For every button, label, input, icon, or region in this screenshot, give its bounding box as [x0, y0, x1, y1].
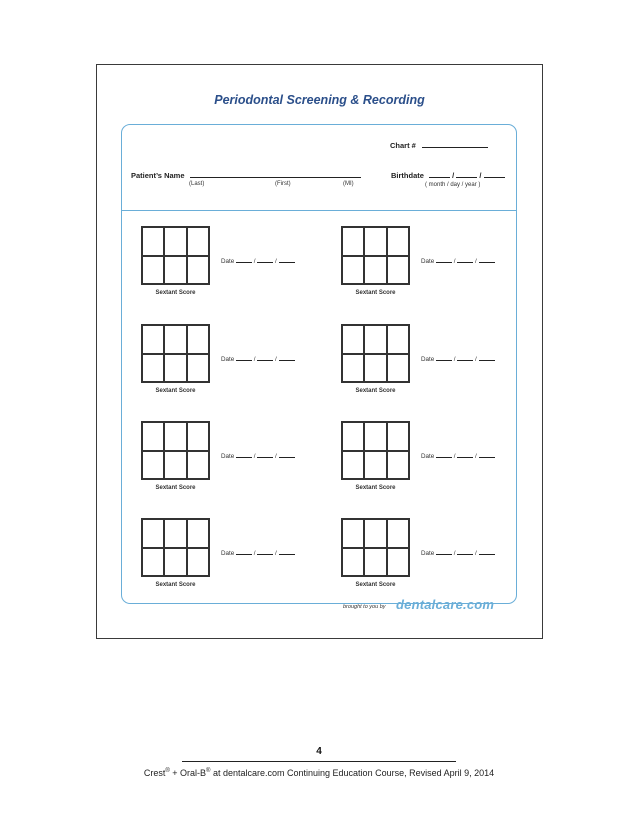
sextant-cell[interactable] [164, 325, 186, 354]
exam-date-month-blank[interactable] [436, 354, 452, 361]
chart-number-field[interactable] [390, 140, 488, 150]
birthdate-format-caption: ( month / day / year ) [425, 182, 481, 188]
exam-date-year-blank[interactable] [279, 256, 295, 263]
exam-date-month-blank[interactable] [436, 256, 452, 263]
birth-day-blank[interactable] [456, 170, 477, 178]
sextant-cell[interactable] [164, 422, 186, 451]
sextant-cell[interactable] [364, 422, 386, 451]
exam-date-year-blank[interactable] [279, 354, 295, 361]
sextant-grid-1 [141, 226, 210, 285]
exam-date-year-blank[interactable] [479, 256, 495, 263]
sextant-grid-7 [141, 518, 210, 577]
patient-name-label: Patient’s Name [131, 171, 185, 180]
exam-date-label: Date [421, 550, 435, 557]
sextant-cell[interactable] [387, 548, 409, 577]
exam-date-label: Date [421, 453, 435, 460]
sextant-cell[interactable] [187, 519, 209, 548]
exam-date-label: Date [221, 258, 235, 265]
first-name-caption: (First) [275, 181, 291, 187]
sextant-cell[interactable] [187, 548, 209, 577]
sextant-cell[interactable] [142, 354, 164, 383]
sextant-cell[interactable] [342, 519, 364, 548]
sextant-grid-2 [341, 226, 410, 285]
page-number: 4 [316, 746, 322, 757]
exam-date-year-blank[interactable] [479, 451, 495, 458]
sextant-cell[interactable] [387, 227, 409, 256]
exam-date-field[interactable]: Date / / [421, 354, 495, 363]
sextant-cell[interactable] [387, 325, 409, 354]
exam-date-day-blank[interactable] [257, 548, 273, 555]
exam-date-day-blank[interactable] [457, 256, 473, 263]
exam-date-day-blank[interactable] [257, 354, 273, 361]
sextant-cell[interactable] [142, 256, 164, 285]
sextant-cell[interactable] [364, 354, 386, 383]
exam-date-day-blank[interactable] [457, 451, 473, 458]
footer-reg-mark-1: ® [165, 768, 170, 774]
sextant-cell[interactable] [187, 256, 209, 285]
exam-date-year-blank[interactable] [479, 548, 495, 555]
footer-citation [0, 768, 638, 778]
exam-date-month-blank[interactable] [436, 548, 452, 555]
sextant-cell[interactable] [142, 227, 164, 256]
exam-date-label: Date [221, 453, 235, 460]
sextant-score-label: Sextant Score [155, 485, 196, 491]
sextant-cell[interactable] [187, 422, 209, 451]
sextant-cell[interactable] [342, 354, 364, 383]
sextant-score-label: Sextant Score [155, 290, 196, 296]
exam-date-label: Date [421, 258, 435, 265]
patient-name-blank[interactable] [190, 170, 361, 178]
exam-date-field[interactable]: Date / / [221, 256, 295, 265]
exam-date-year-blank[interactable] [279, 451, 295, 458]
footer-course-info: at dentalcare.com Continuing Education Course, Revised April 9, 2014 [210, 768, 495, 778]
panel-divider [121, 210, 517, 211]
sextant-cell[interactable] [142, 422, 164, 451]
sextant-cell[interactable] [142, 519, 164, 548]
exam-date-field[interactable]: Date / / [221, 548, 295, 557]
birth-month-blank[interactable] [429, 170, 450, 178]
footer-oral-b: + Oral-B [169, 768, 207, 778]
sextant-cell[interactable] [387, 256, 409, 285]
exam-date-label: Date [221, 356, 235, 363]
sextant-cell[interactable] [164, 548, 186, 577]
exam-date-field[interactable]: Date / / [421, 256, 495, 265]
exam-date-day-blank[interactable] [257, 256, 273, 263]
exam-date-label: Date [221, 550, 235, 557]
sextant-cell[interactable] [342, 227, 364, 256]
sextant-cell[interactable] [342, 422, 364, 451]
sextant-cell[interactable] [342, 548, 364, 577]
sextant-cell[interactable] [164, 519, 186, 548]
sextant-cell[interactable] [187, 354, 209, 383]
footer-reg-mark-2: ® [206, 768, 211, 774]
sextant-cell[interactable] [187, 451, 209, 480]
exam-date-year-blank[interactable] [479, 354, 495, 361]
sextant-cell[interactable] [387, 519, 409, 548]
sextant-score-label: Sextant Score [155, 388, 196, 394]
last-name-caption: (Last) [189, 181, 205, 187]
sextant-cell[interactable] [342, 451, 364, 480]
sextant-cell[interactable] [164, 354, 186, 383]
sextant-cell[interactable] [164, 227, 186, 256]
brought-to-you-text: brought to you by [343, 604, 386, 610]
exam-date-month-blank[interactable] [236, 451, 252, 458]
sextant-cell[interactable] [364, 325, 386, 354]
sextant-cell[interactable] [364, 227, 386, 256]
form-title: Periodontal Screening & Recording [214, 93, 425, 107]
sextant-grid-8 [341, 518, 410, 577]
exam-date-day-blank[interactable] [457, 354, 473, 361]
sextant-cell[interactable] [364, 256, 386, 285]
sextant-score-label: Sextant Score [355, 388, 396, 394]
sextant-cell[interactable] [364, 548, 386, 577]
birthdate-label: Birthdate [391, 171, 424, 180]
exam-date-day-blank[interactable] [457, 548, 473, 555]
sextant-cell[interactable] [342, 325, 364, 354]
sextant-cell[interactable] [387, 422, 409, 451]
birthdate-field[interactable]: Birthdate / / [391, 170, 505, 180]
middle-initial-caption: (MI) [343, 181, 354, 187]
exam-date-month-blank[interactable] [436, 451, 452, 458]
exam-date-year-blank[interactable] [279, 548, 295, 555]
exam-date-day-blank[interactable] [257, 451, 273, 458]
sextant-grid-5 [141, 421, 210, 480]
exam-date-month-blank[interactable] [236, 256, 252, 263]
chart-number-blank[interactable] [422, 140, 488, 148]
sextant-cell[interactable] [164, 451, 186, 480]
sextant-grid-4 [341, 324, 410, 383]
footer-rule [182, 761, 456, 762]
sextant-cell[interactable] [387, 451, 409, 480]
sextant-cell[interactable] [164, 256, 186, 285]
exam-date-field[interactable]: Date / / [221, 451, 295, 460]
exam-date-field[interactable]: Date / / [421, 451, 495, 460]
sextant-score-label: Sextant Score [355, 485, 396, 491]
exam-date-label: Date [421, 356, 435, 363]
dentalcare-logo: dentalcare.com [396, 597, 495, 612]
exam-date-field[interactable]: Date / / [221, 354, 295, 363]
sextant-cell[interactable] [187, 325, 209, 354]
sextant-cell[interactable] [364, 519, 386, 548]
sextant-cell[interactable] [387, 354, 409, 383]
sextant-cell[interactable] [142, 325, 164, 354]
exam-date-month-blank[interactable] [236, 354, 252, 361]
birth-year-blank[interactable] [484, 170, 505, 178]
sextant-cell[interactable] [142, 451, 164, 480]
sextant-cell[interactable] [342, 256, 364, 285]
sextant-cell[interactable] [187, 227, 209, 256]
sextant-grid-3 [141, 324, 210, 383]
exam-date-month-blank[interactable] [236, 548, 252, 555]
exam-date-field[interactable]: Date / / [421, 548, 495, 557]
sextant-grid-6 [341, 421, 410, 480]
sextant-score-label: Sextant Score [355, 290, 396, 296]
footer-crest: Crest [143, 768, 166, 778]
patient-name-field[interactable] [131, 170, 361, 180]
sextant-score-label: Sextant Score [155, 582, 196, 588]
sextant-cell[interactable] [364, 451, 386, 480]
sextant-cell[interactable] [142, 548, 164, 577]
sextant-score-label: Sextant Score [355, 582, 396, 588]
chart-number-label: Chart # [390, 141, 416, 150]
